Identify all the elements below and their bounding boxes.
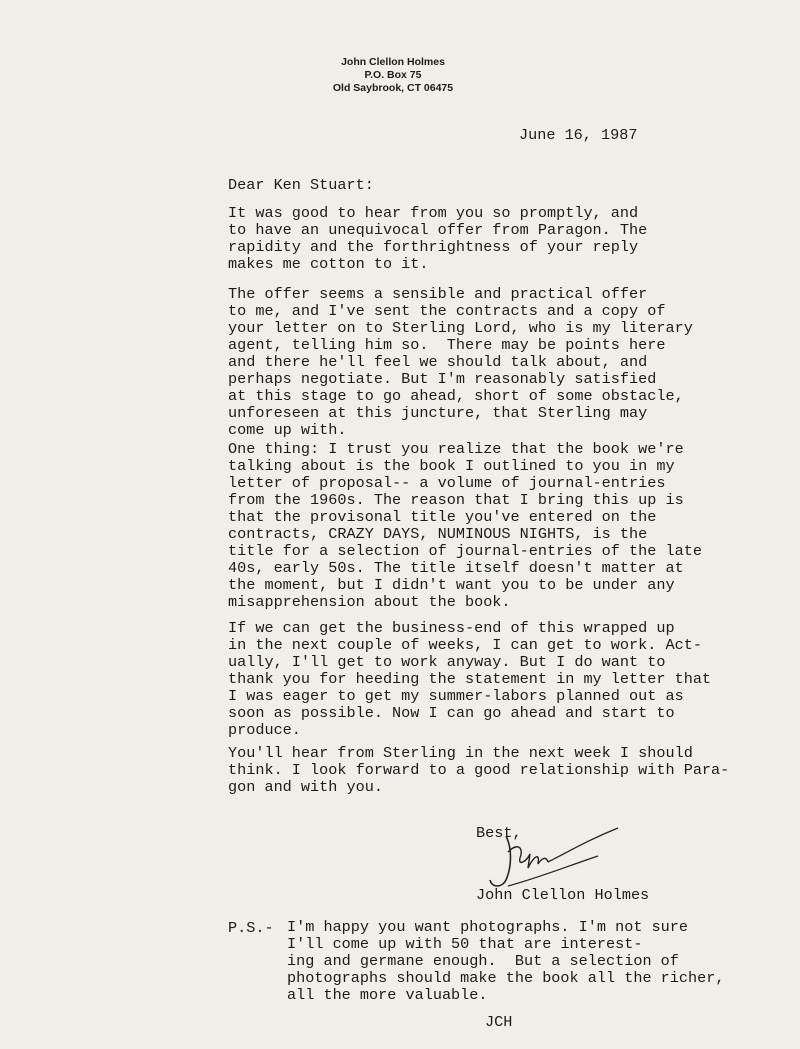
paragraph-1: It was good to hear from you so promptly, and to have an unequivocal offer from Paragon. The rapidity and the forthrightness of your reply makes me cotton to it. [228, 204, 648, 273]
letterhead-name: John Clellon Holmes [341, 56, 445, 68]
paragraph-2: The offer seems a sensible and practical offer to me, and I've sent the contracts and a copy of your letter on to Sterling Lord, who is my literary agent, telling him so. There may be points here and there he'll feel we should talk about, and perhaps negotiate. But I'm reasonably satisfied at this stage to go ahead, short of some obstacle, unforeseen at this juncture, that Sterling may come up with. [228, 285, 693, 439]
initials: JCH [485, 1013, 513, 1031]
salutation: Dear Ken Stuart: [228, 176, 374, 194]
paragraph-3: One thing: I trust you realize that the book we're talking about is the book I outlined to you in my letter of proposal-- a volume of journal-entries from the 1960s. The reason that I bring this up is that the provisonal title you've entered on the contracts, CRAZY DAYS, NUMINOUS NIGHTS, is the title for a selection of journal-entries of the late 40s, early 50s. The title itself doesn't matter at the moment, but I didn't want you to be under any misapprehension about the book. [228, 440, 702, 611]
closing: Best, [476, 824, 522, 842]
postscript-label: P.S.- [228, 919, 274, 937]
letter-date: June 16, 1987 [519, 126, 638, 144]
letterhead-po-box: P.O. Box 75 [364, 69, 422, 81]
signed-name: John Clellon Holmes [476, 886, 650, 904]
letterhead [323, 56, 463, 95]
postscript-body: I'm happy you want photographs. I'm not sure I'll come up with 50 that are interest- ing and germane enough. But a selection of photographs should make the book all the richer, all the more valuable. [287, 918, 725, 1004]
paragraph-4: If we can get the business-end of this wrapped up in the next couple of weeks, I can get to work. Act- ually, I'll get to work anyway. But I do want to thank you for heeding the statement in my letter that I was eager to get my summer-labors planned out as soon as possible. Now I can go ahead and start to produce. [228, 619, 712, 739]
letterhead-city: Old Saybrook, CT 06475 [332, 82, 454, 94]
paragraph-5: You'll hear from Sterling in the next week I should think. I look forward to a good relationship with Para- gon and with you. [228, 744, 730, 796]
